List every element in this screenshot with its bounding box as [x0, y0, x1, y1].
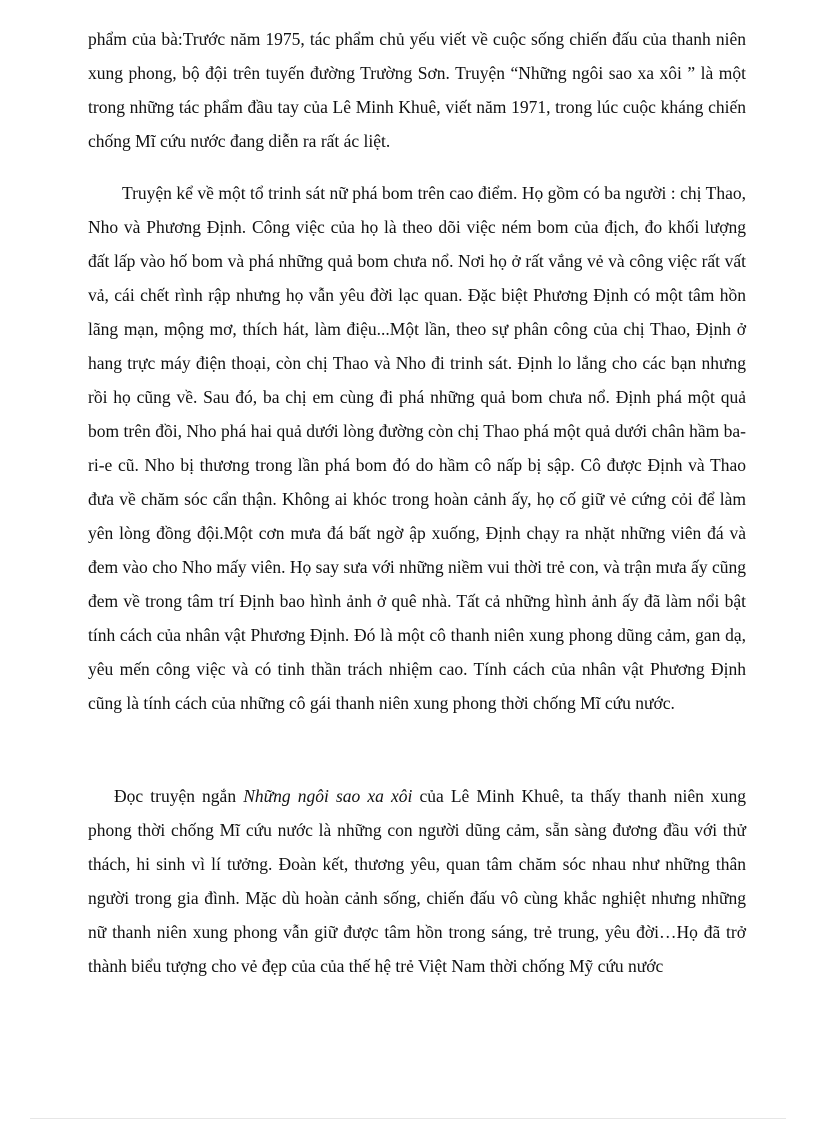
paragraph-1: phẩm của bà:Trước năm 1975, tác phẩm chủ yếu viết về cuộc sống chiến đấu của thanh niên xung phong, bộ đội trên tuyến đường Trường Sơn. Truyện “Những ngôi sao xa xôi ” là một trong những tác phẩm đầu tay của Lê Minh Khuê, viết năm 1971, trong lúc cuộc kháng chiến chống Mĩ cứu nước đang diễn ra rất ác liệt.: [88, 29, 746, 151]
story-title: Những ngôi sao xa xôi: [243, 786, 413, 806]
paragraph-2: Truyện kể về một tổ trinh sát nữ phá bom trên cao điểm. Họ gồm có ba người : chị Thao, Nho và Phương Định. Công việc của họ là theo dõi việc ném bom của địch, đo khối lượng đất lấp vào hố bom và phá những quả bom chưa nổ. Nơi họ ở rất vắng vẻ và công việc rất vất vả, cái chết rình rập nhưng họ vẫn yêu đời lạc quan. Đặc biệt Phương Định có một tâm hồn lãng mạn, mộng mơ, thích hát, làm điệu...Một lần, theo sự phân công của chị Thao, Định ở hang trực máy điện thoại, còn chị Thao và Nho đi trinh sát. Định lo lắng cho các bạn nhưng rồi họ cũng về. Sau đó, ba chị em cùng đi phá những quả bom chưa nổ. Định phá một quả bom trên đồi, Nho phá hai quả dưới lòng đường còn chị Thao phá một quả dưới chân hầm ba-ri-e cũ. Nho bị thương trong lần phá bom đó do hầm cô nấp bị sập. Cô được Định và Thao đưa về chăm sóc cẩn thận. Không ai khóc trong hoàn cảnh ấy, họ cố giữ vẻ cứng cỏi để làm yên lòng đồng đội.Một cơn mưa đá bất ngờ ập xuống, Định chạy ra nhặt những viên đá và đem vào cho Nho mấy viên. Họ say sưa với những niềm vui thời trẻ con, và trận mưa ấy cũng đem về trong tâm trí Định bao hình ảnh ở quê nhà. Tất cả những hình ảnh ấy đã làm nổi bật tính cách của nhân vật Phương Định. Đó là một cô thanh niên xung phong dũng cảm, gan dạ, yêu mến công việc và có tinh thần trách nhiệm cao. Tính cách của nhân vật Phương Định cũng là tính cách của những cô gái thanh niên xung phong thời chống Mĩ cứu nước.: [88, 183, 746, 713]
page-bottom-edge: [30, 1118, 786, 1119]
paragraph-3-lead: Đọc truyện ngắn: [114, 786, 244, 806]
paragraph-3-rest: của Lê Minh Khuê, ta thấy thanh niên xung phong thời chống Mĩ cứu nước là những con người dũng cảm, sẵn sàng đương đầu với thử thách, hi sinh vì lí tưởng. Đoàn kết, thương yêu, quan tâm chăm sóc nhau như những thân người trong gia đình. Mặc dù hoàn cảnh sống, chiến đấu vô cùng khắc nghiệt nhưng những nữ thanh niên xung phong vẫn giữ được tâm hồn trong sáng, trẻ trung, yêu đời…Họ đã trở thành biểu tượng cho vẻ đẹp của của thế hệ trẻ Việt Nam thời chống Mỹ cứu nước: [88, 786, 746, 976]
paragraph-3: [88, 779, 746, 983]
